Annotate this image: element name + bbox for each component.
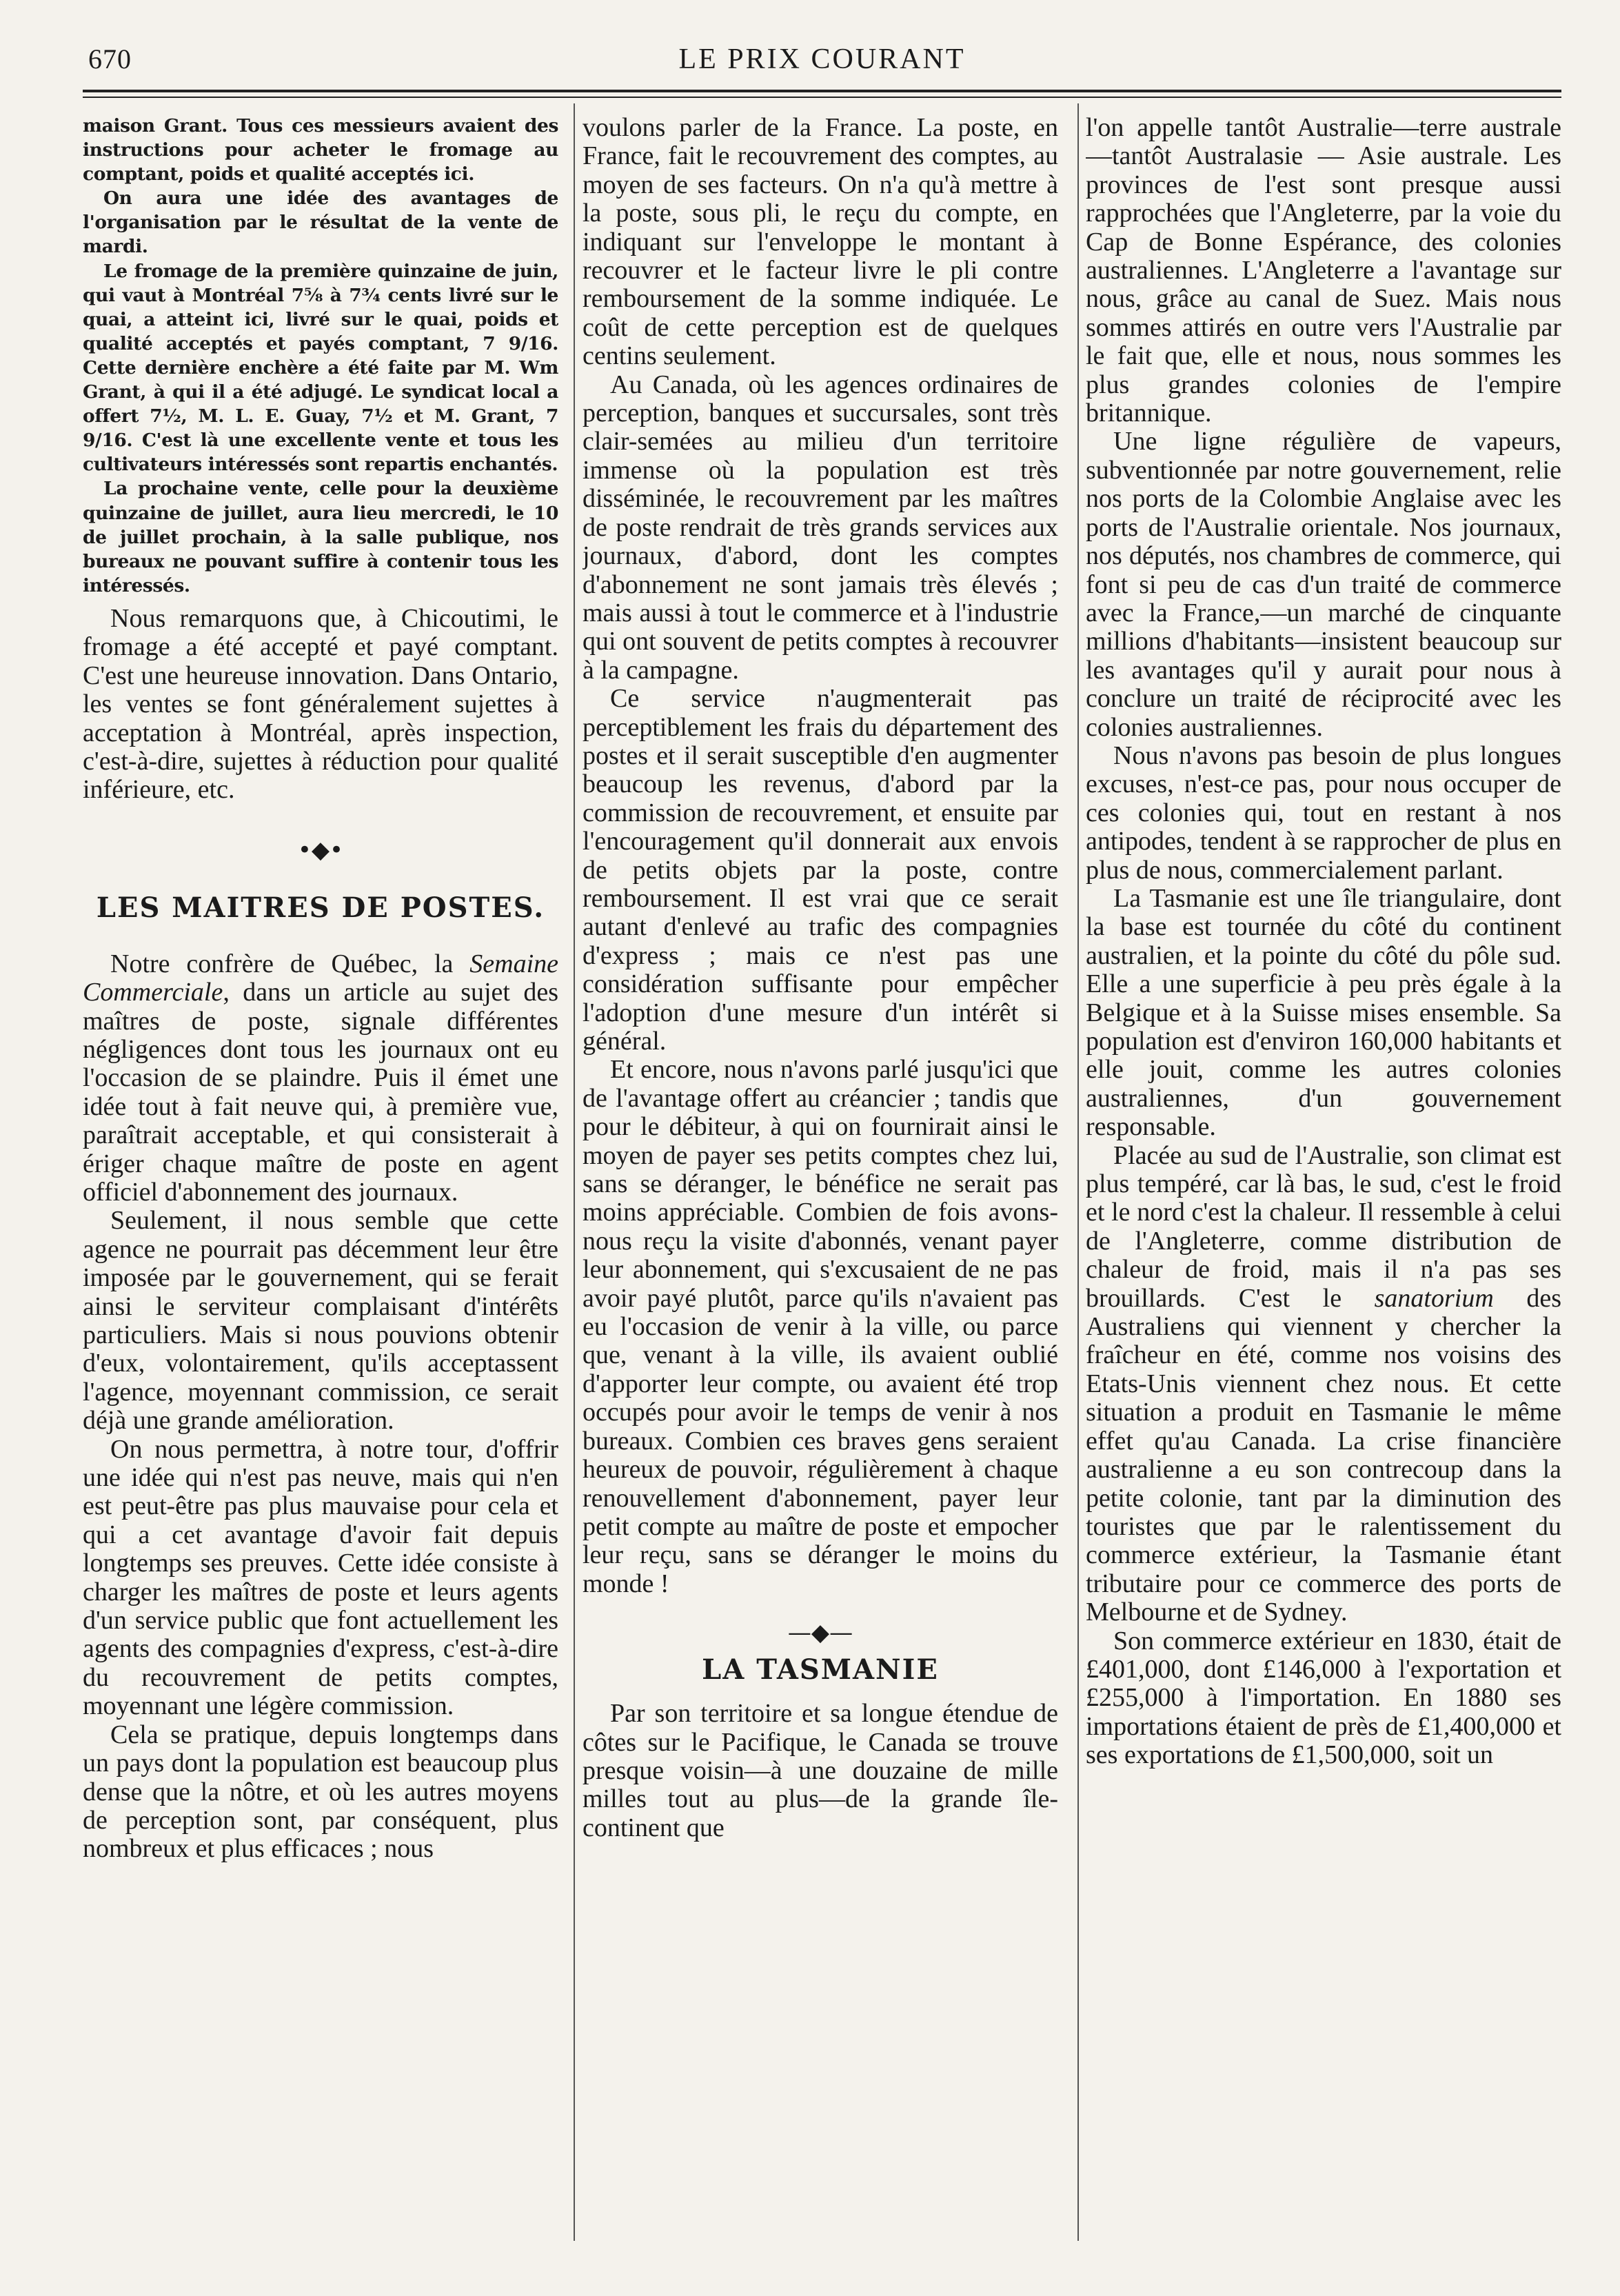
pratique-paragraph: Cela se pratique, depuis longtemps dans un pays dont la population est beaucoup plus dense que la nôtre, et où les autres moyens de perception sont, par conséquent, plus nombreux et plus efficaces ; nous xyxy=(83,1720,558,1864)
ligne-vapeurs-paragraph: Une ligne régulière de vapeurs, subventionnée par notre gouvernement, relie nos ports de la Colombie Anglaise avec les ports de l'Australie orientale. Nos journaux, nos députés, nos chambres de commerce, qui font si peu de cas d'un traité de commerce avec la France,—un marché de cinquante millions d'habitants—insistent beaucoup sur les avantages qu'il y aurait pour nous à conclure un traité de réciprocité avec les colonies australiennes. xyxy=(1086,427,1561,742)
cheese-report-paragraph: maison Grant. Tous ces messieurs avaient des instructions pour acheter le fromage au comptant, poids et qualité acceptés ici. xyxy=(83,115,558,185)
page-number: 670 xyxy=(88,43,132,74)
climat-text-end: des Australiens qui viennent y chercher la fraîcheur en été, comme nos voisins des Etats-Unis viennent chez nous. Et cette situation a produit en Tasmanie le même effet qu'au Canada. La crise financière australienne a eu son contrecoup dans la petite colonie, tant par la diminution des touristes que par le ralentissement du commerce extérieur, la Tasmanie étant tributaire pour ce commerce des ports de Melbourne et de Sydney. xyxy=(1086,1283,1561,1627)
column-divider-2 xyxy=(1077,103,1079,2241)
confrere-text-start: Notre confrère de Québec, la xyxy=(110,949,470,978)
section-ornament: —◆— xyxy=(787,1619,853,1647)
climat-text-start: Placée au sud de l'Australie, son climat est plus tempéré, car là bas, le sud, c'est le froid et le nord c'est la chaleur. Il ressemble à celui de l'Angleterre, comme distribution de chaleur de froid, mais il n'a pas ses brouillards. C'est le xyxy=(1086,1140,1561,1313)
cheese-report-paragraph: Le fromage de la première quinzaine de juin, qui vaut à Montréal 7⅝ à 7¾ cents livré sur le quai, a atteint ici, livré sur le quai, poids et qualité acceptés et payés comptant, 7 9/16. Cette dernière enchère a été faite par M. Wm Grant, à qui il a été adjugé. Le syndicat local a offert 7½, M. L. E. Guay, 7½ et M. Grant, 7 9/16. C'est là une excellente vente et tous les cultivateurs intéressés sont repartis enchantés. xyxy=(83,260,558,476)
section-ornament: •◆• xyxy=(297,836,344,864)
column-3 xyxy=(1086,114,1561,2265)
page-header xyxy=(83,43,1561,84)
confrere-paragraph xyxy=(83,950,558,1207)
excuses-paragraph: Nous n'avons pas besoin de plus longues excuses, n'est-ce pas, pour nous occuper de ces colonies qui, tout en restant à nos antipodes, tendent à se rapprocher de plus en plus de nous, commercialement parlant. xyxy=(1086,741,1561,885)
article-heading-tasmanie: LA TASMANIE xyxy=(702,1653,939,1686)
sanatorium-term: sanatorium xyxy=(1374,1283,1494,1313)
commerce-paragraph: Son commerce extérieur en 1830, était de £401,000, dont £146,000 à l'exportation et £255,000 à l'importation. En 1880 ses importations étaient de près de £1,400,000 et ses exportations de £1,500,000, soit un xyxy=(1086,1626,1561,1770)
header-rule-thin xyxy=(83,97,1561,98)
canada-paragraph: Au Canada, où les agences ordinaires de perception, banques et succursales, sont très clair-semées au milieu d'un territoire immense où la population est très disséminée, le recouvrement par les maîtres de poste rendrait de très grands services aux journaux, d'abord, dont les comptes d'abonnement ne sont jamais très élevés ; mais aussi à tout le commerce et à l'industrie qui ont souvent de petits comptes à recouvrer à la campagne. xyxy=(583,370,1058,685)
chicoutimi-paragraph: Nous remarquons que, à Chicoutimi, le fromage a été accepté et payé comptant. C'est une heureuse innovation. Dans Ontario, les ventes se font généralement sujettes à acceptation à Montréal, après inspection, c'est-à-dire, sujettes à réduction pour qualité inférieure, etc. xyxy=(83,603,558,805)
tasmanie-description-paragraph: La Tasmanie est une île triangulaire, dont la base est tournée du côté du continent australien, et la pointe du côté du pôle sud. Elle a une superficie à peu près égale à la Belgique et à la Suisse mises ensemble. Sa population est d'environ 160,000 habitants et elle jouit, comme les autres colonies australiennes, d'un gouvernement responsable. xyxy=(1086,883,1561,1142)
cheese-report-paragraph: On aura une idée des avantages de l'organisation par le résultat de la vente de mardi. xyxy=(83,188,558,258)
france-paragraph: voulons parler de la France. La poste, en France, fait le recouvrement des comptes, au moyen de ses facteurs. On n'a qu'à mettre à la poste, sous pli, le reçu du compte, en indiquant sur l'enveloppe le montant à recouvrer et le facteur livre le pli contre remboursement de la somme indiquée. Le coût de cette perception est de quelques centins seulement. xyxy=(583,114,1058,371)
running-title: LE PRIX COURANT xyxy=(678,43,966,75)
confrere-text-end: , dans un article au sujet des maîtres de poste, signale différentes négligences dont tous les journaux ont eu l'occasion de se plaindre. Puis il émet une idée tout à fait neuve qui, à première vue, paraîtrait acceptable, et qui consisterait à ériger chaque maître de poste en agent officiel d'abonnement des journaux. xyxy=(83,978,558,1207)
column-divider-1 xyxy=(574,103,575,2241)
semaine-commerciale-title: Semaine Commerciale xyxy=(83,949,558,1007)
australie-paragraph: l'on appelle tantôt Australie—terre australe—tantôt Australasie — Asie australe. Les provinces de l'est sont presque aussi rapprochées que l'Angleterre, par la voie du Cap de Bonne Espérance, des colonies australiennes. L'Angleterre a l'avantage sur nous, grâce au canal de Suez. Mais nous sommes attirés en outre vers l'Australie par le fait que, elle et nous, nous sommes les plus grandes colonies de l'empire britannique. xyxy=(1086,114,1561,428)
article-heading-maitres-de-postes: LES MAITRES DE POSTES. xyxy=(96,891,545,924)
encore-paragraph: Et encore, nous n'avons parlé jusqu'ici que de l'avantage offert au créancier ; tandis que pour le débiteur, à qui on fournirait ainsi le moyen de payer ses petits comptes chez lui, sans se déranger, le bénéfice ne serait pas moins appréciable. Combien de fois avons-nous reçu la visite d'abonnés, venant payer leur abonnement, qui s'excusaient de ne pas avoir payé plutôt, parce qu'ils n'avaient pas eu l'occasion de venir à la ville, ou parce que, venant à la ville, ils avaient oublié d'apporter leur compte, ou avaient été trop occupés pour avoir le temps de venir à nos bureaux. Combien ces braves gens seraient heureux de pouvoir, régulièrement à chaque renouvellement d'abonnement, payer leur petit compte au maître de poste et empocher leur reçu, sans se déranger le moins du monde ! xyxy=(583,1055,1058,1598)
column-1 xyxy=(83,114,558,2265)
service-paragraph: Ce service n'augmenterait pas perceptiblement les frais du département des postes et il serait susceptible d'en augmenter beaucoup les revenus, d'abord par la commission de recouvrement, et ensuite par l'encouragement qu'il donnerait aux envois de petits objets par la poste, contre remboursement. Il est vrai que ce serait autant d'enlevé au trafic des compagnies d'express ; mais ce n'est pas une considération suffisante pour empêcher l'adoption d'une mesure d'un intérêt si général. xyxy=(583,684,1058,1056)
column-2 xyxy=(583,114,1058,2265)
territoire-paragraph: Par son territoire et sa longue étendue de côtes sur le Pacifique, le Canada se trouve presque voisin—à une douzaine de mille milles tout au plus—de la grande île-continent que xyxy=(583,1699,1058,1842)
cheese-report-paragraph: La prochaine vente, celle pour la deuxième quinzaine de juillet, aura lieu mercredi, le 10 de juillet prochain, à la salle publique, nos bureaux ne pouvant suffire à contenir tous les intéressés. xyxy=(83,478,558,596)
permettra-paragraph: On nous permettra, à notre tour, d'offrir une idée qui n'est pas neuve, mais qui n'en est peut-être pas plus mauvaise pour cela et qui a cet avantage d'avoir fait depuis longtemps ses preuves. Cette idée consiste à charger les maîtres de poste et leurs agents d'un service public que font actuellement les agents des compagnies d'express, c'est-à-dire du recouvrement de petits comptes, moyennant une légère commission. xyxy=(83,1434,558,1721)
seulement-paragraph: Seulement, il nous semble que cette agence ne pourrait pas décemment leur être imposée par le gouvernement, qui se ferait ainsi le serviteur complaisant d'intérêts particuliers. Mais si nous pouvions obtenir d'eux, volontairement, qu'ils acceptassent l'agence, moyennant commission, ce serait déjà une grande amélioration. xyxy=(83,1206,558,1436)
climat-paragraph xyxy=(1086,1142,1561,1627)
header-rule-thick xyxy=(83,90,1561,92)
